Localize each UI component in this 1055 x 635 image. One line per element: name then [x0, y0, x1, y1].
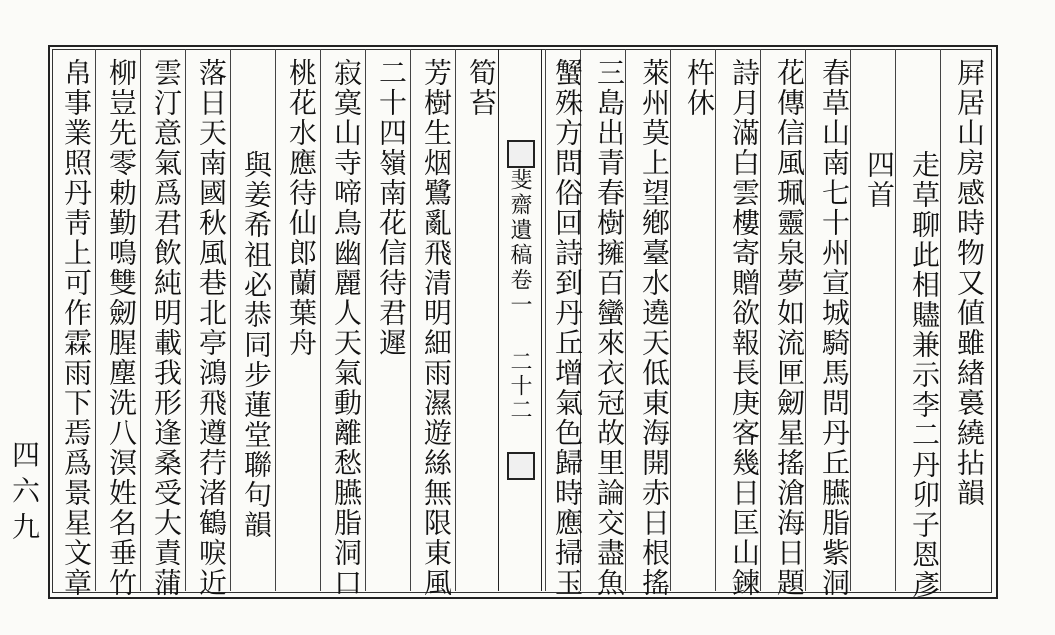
text-column: 三島出青春樹擁百蠻來衣冠故里論交盡魚	[593, 58, 626, 598]
book-title: 斐齋遺稿卷一	[507, 168, 532, 318]
text-column: 柳豈先零勅勤鳴雙劒腥塵洗八溟姓名垂竹	[105, 58, 138, 598]
column-rule	[230, 49, 231, 591]
text-column: 二十四嶺南花信待君遲	[375, 58, 408, 358]
text-column: 花傳信風珮靈泉夢如流匣劒星搖滄海日題	[773, 58, 806, 598]
text-column: 萊州莫上望鄕臺水遶天低東海開赤日根搖	[638, 58, 671, 598]
text-column: 落日天南國秋風巷北亭鴻飛遵荇渚鶴唳近	[195, 58, 228, 598]
column-rule	[320, 49, 321, 591]
column-rule	[140, 49, 141, 591]
text-column: 芳樹生烟鷺亂飛清明細雨濕遊絲無限東風	[420, 58, 453, 598]
column-rule	[455, 49, 456, 591]
center-fold-band	[498, 49, 542, 591]
text-column: 四首	[863, 150, 896, 210]
text-column: 屛居山房感時物又値雖緖裛繞拈韻	[953, 58, 986, 508]
text-column: 桃花水應待仙郎蘭葉舟	[285, 58, 318, 358]
text-column: 春草山南七十州宣城騎馬問丹丘臙脂紫洞	[818, 58, 851, 598]
column-rule	[95, 49, 96, 591]
text-column: 帛事業照丹靑上可作霖雨下焉爲景星文章	[60, 58, 93, 598]
text-column: 寂寞山寺啼鳥幽麗人天氣動離愁臙脂洞口	[330, 58, 363, 598]
column-rule	[715, 49, 716, 591]
column-rule	[895, 49, 896, 591]
text-column: 杵休	[683, 58, 716, 118]
poem-title-column: 與姜希祖必恭同步蓮堂聯句韻	[240, 150, 273, 540]
text-column: 筍苔	[465, 58, 498, 118]
column-rule	[365, 49, 366, 591]
fish-tail-mark-bottom-icon	[507, 452, 535, 480]
fish-tail-mark-top-icon	[507, 140, 535, 168]
leaf-number: 二十二	[507, 350, 532, 422]
margin-page-number: 四六九	[8, 440, 41, 548]
text-column: 走草聊此相贐兼示李二丹卯子恩彥	[908, 150, 941, 600]
text-column: 蟹殊方問俗回詩到丹丘增氣色歸時應掃玉	[551, 58, 584, 598]
text-column: 詩月滿白雲樓寄贈欲報長庚客幾日匡山鍊	[728, 58, 761, 598]
column-rule	[275, 49, 276, 591]
column-rule	[410, 49, 411, 591]
text-column: 雲汀意氣爲君飲純明載我形逢桑受大責蒲	[150, 58, 183, 598]
column-rule	[545, 49, 546, 591]
column-rule	[185, 49, 186, 591]
